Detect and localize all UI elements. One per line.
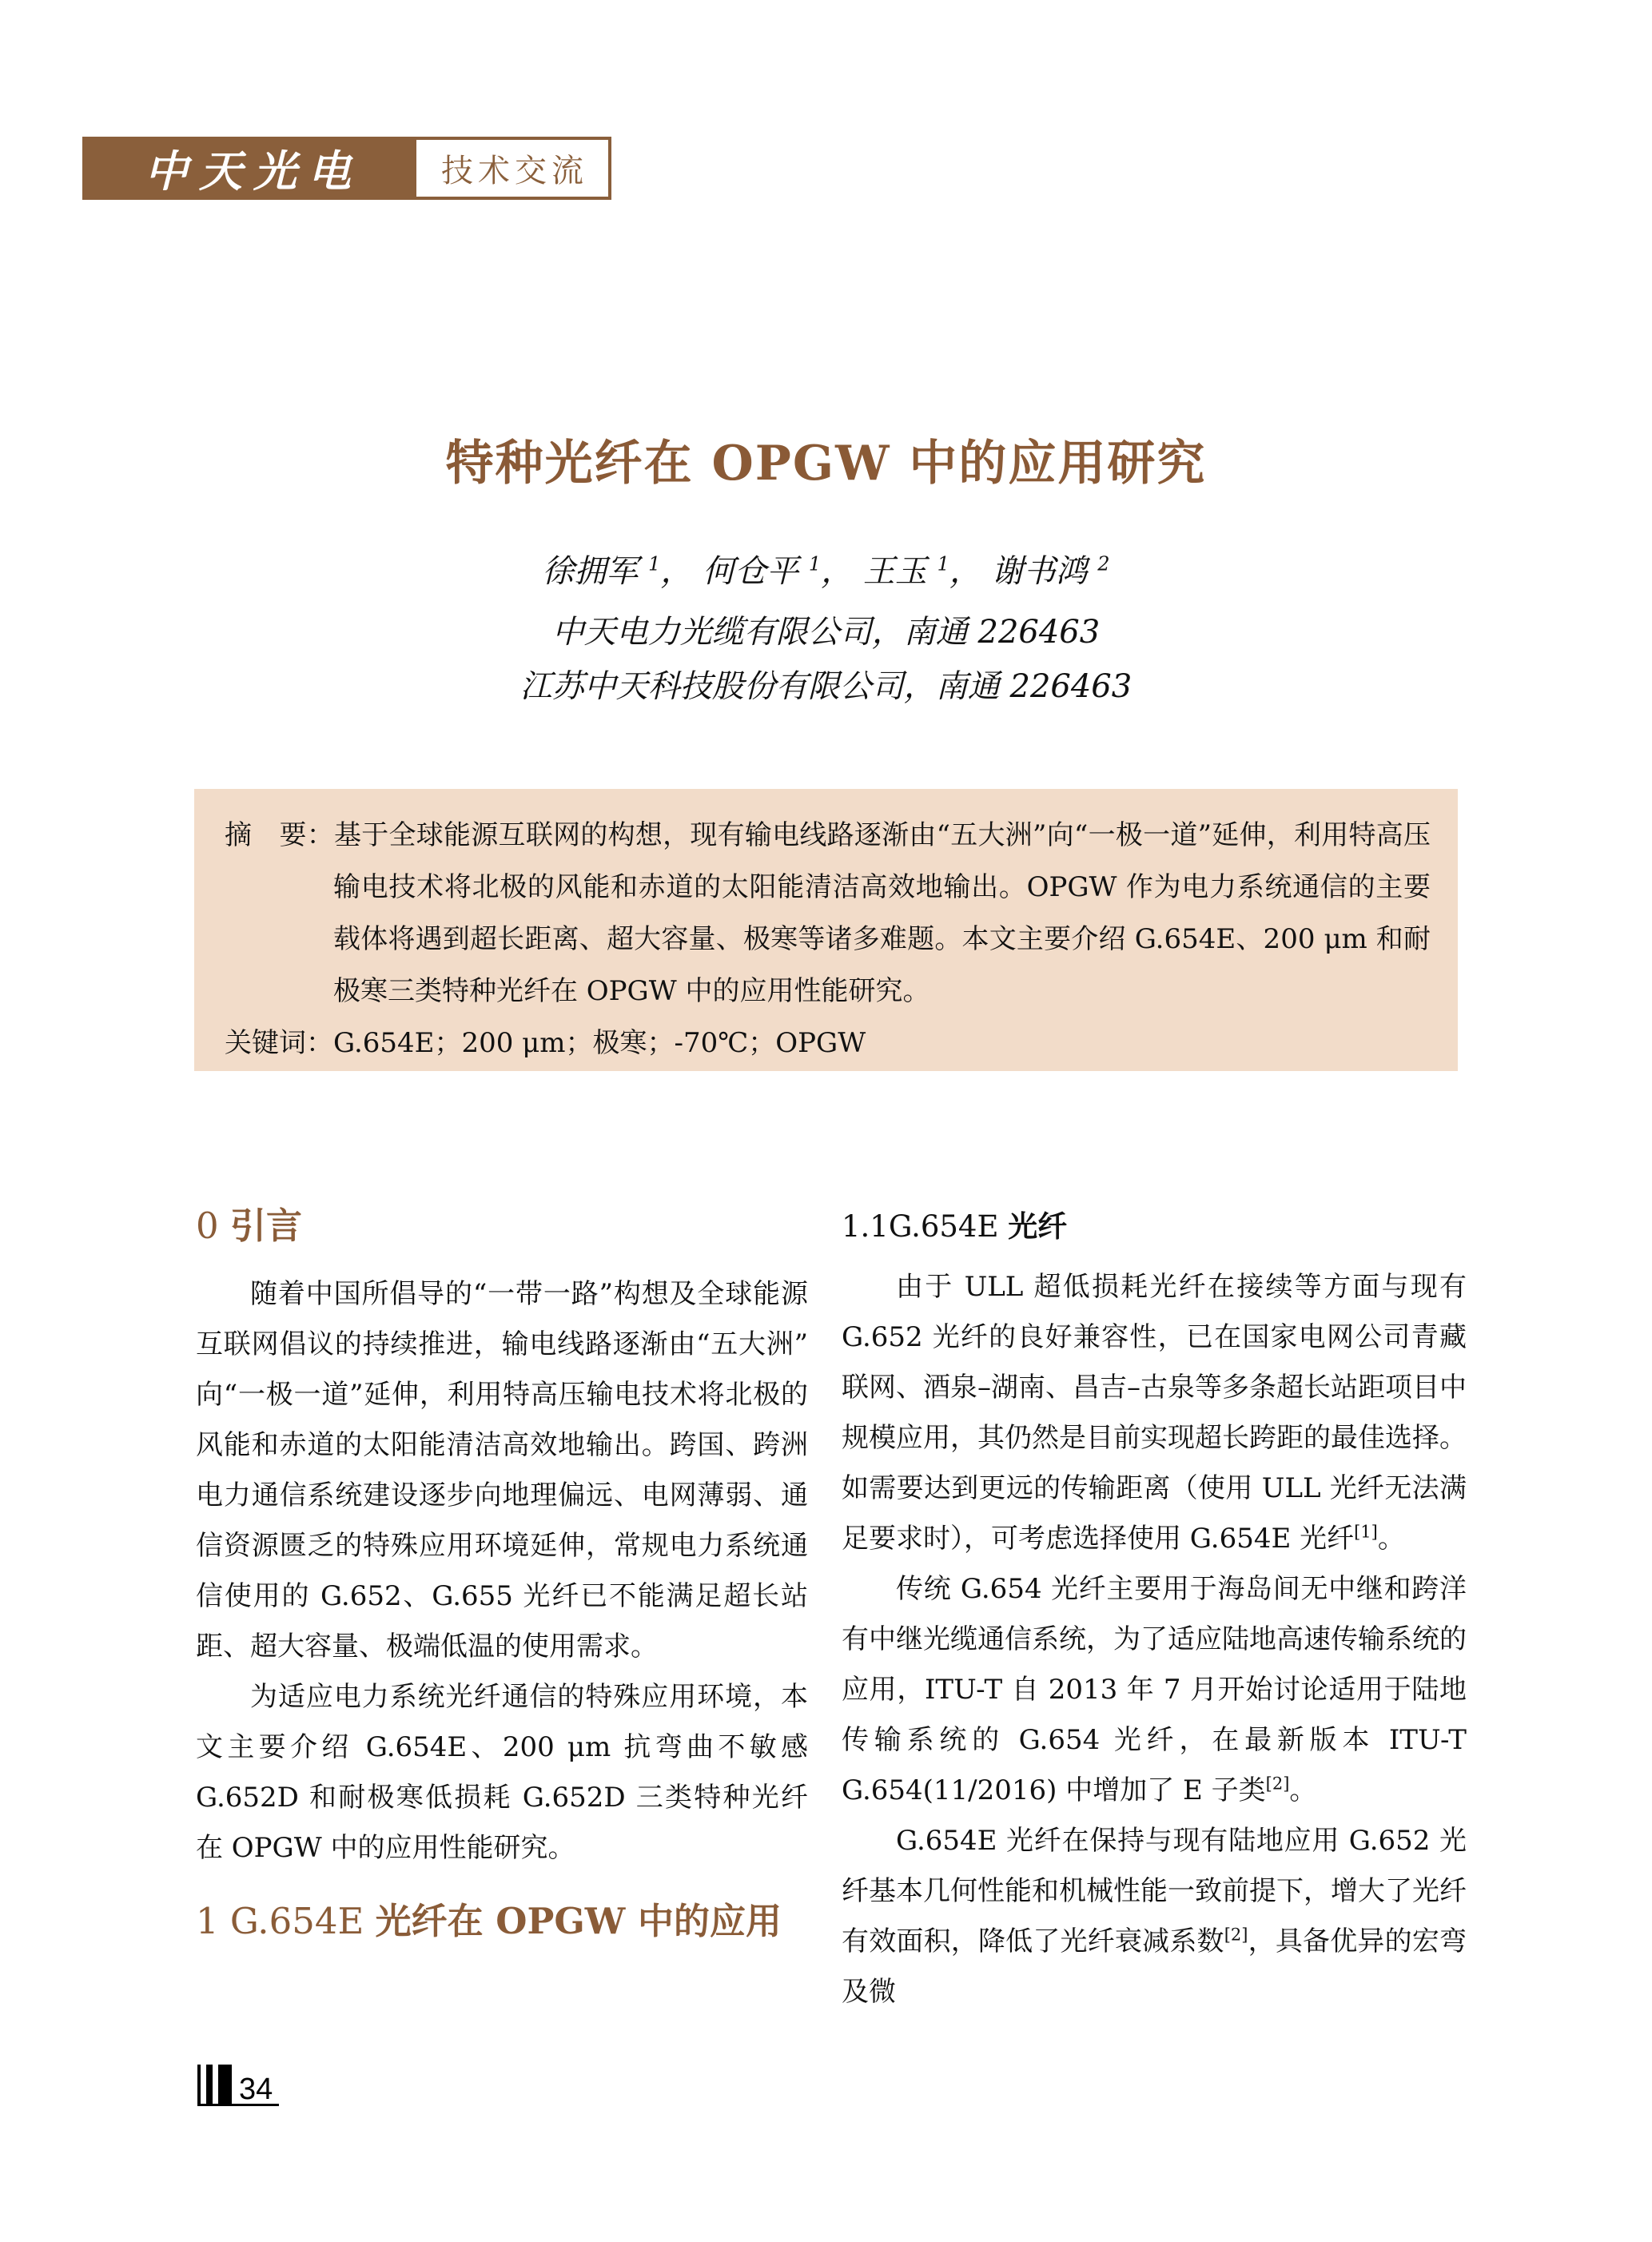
abstract-box [194,789,1458,1071]
body-paragraph: 为适应电力系统光纤通信的特殊应用环境，本文主要介绍 G.654E、200 μm 抗弯曲不敏感 G.652D 和耐极寒低损耗 G.652D 三类特种光纤在 OPGW 中的应用性能研究。 [196,1681,808,1864]
abstract-paragraph [225,810,1431,1017]
keywords-paragraph [225,1017,1431,1069]
subsection-heading: 1.1G.654E 光纤 [842,1209,1068,1244]
body-paragraph: 传统 G.654 光纤主要用于海岛间无中继和跨洋有中继光缆通信系统，为了适应陆地高速传输系统的应用，ITU-T 自 2013 年 7 月开始讨论适用于陆地传输系统的 G.654 光纤，在最新版本 ITU-T G.654(11/2016) 中增加了 E 子类[2]。 [842,1573,1467,1806]
section-tag-label: 技术交流 [441,153,588,189]
page-number-bar-icon [197,2065,201,2104]
page-number-bar-icon [206,2065,213,2104]
author: 谢书鸿 $^2$ [991,552,1110,590]
affiliation-list [0,605,1652,714]
affiliation: 江苏中天科技股份有限公司，南通 226463 [519,668,1133,705]
section-tag-box [413,137,611,200]
author: 徐拥军 $^1$ [542,552,661,590]
page-number: 34 [239,2073,273,2106]
body-paragraph: 由于 ULL 超低损耗光纤在接续等方面与现有 G.652 光纤的良好兼容性，已在国家电网公司青藏联网、酒泉–湖南、昌吉–古泉等多条超长站距项目中规模应用，其仍然是目前实现超长跨距的最佳选择。如需要达到更远的传输距离（使用 ULL 光纤无法满足要求时），可考虑选择使用 G.654E 光纤[1]。 [842,1271,1467,1555]
page-number-bar-icon [218,2065,232,2104]
author: 王玉 $^1$ [862,552,949,590]
body-column-right [842,1204,1467,2017]
brand-bar [82,137,413,200]
body-paragraph: G.654E 光纤在保持与现有陆地应用 G.652 光纤基本几何性能和机械性能一致前提下，增大了光纤有效面积，降低了光纤衰减系数[2]，具备优异的宏弯及微 [842,1825,1467,2008]
author: 何仓平 $^1$ [703,552,822,590]
section-heading: 1 G.654E 光纤在 OPGW 中的应用 [196,1900,782,1942]
keywords-label: 关键词： [225,1027,333,1059]
article-title: 特种光纤在 OPGW 中的应用研究 [445,436,1207,492]
keywords-text: G.654E；200 μm；极寒；-70℃；OPGW [333,1027,866,1059]
affiliation: 中天电力光缆有限公司，南通 226463 [551,614,1101,651]
brand-logo: 中天光电 [145,145,362,197]
abstract-label: 摘 要： [225,819,335,851]
page-number-block [197,2065,279,2106]
body-paragraph: 随着中国所倡导的“一带一路”构想及全球能源互联网倡议的持续推进，输电线路逐渐由“五大洲”向“一极一道”延伸，利用特高压输电技术将北极的风能和赤道的太阳能清洁高效地输出。跨国、跨洲电力通信系统建设逐步向地理偏远、电网薄弱、通信资源匮乏的特殊应用环境延伸，常规电力系统通信使用的 G.652、G.655 光纤已不能满足超长站距、超大容量、极端低温的使用需求。 [196,1278,808,1663]
author-list: 徐拥军 $^1$， 何仓平 $^1$， 王玉 $^1$， 谢书鸿 $^2$ [542,552,1110,590]
abstract-text: 基于全球能源互联网的构想，现有输电线路逐渐由“五大洲”向“一极一道”延伸，利用特高压输电技术将北极的风能和赤道的太阳能清洁高效地输出。OPGW 作为电力系统通信的主要载体将遇到超长距离、超大容量、极寒等诸多难题。本文主要介绍 G.654E、200 μm 和耐极寒三类特种光纤在 OPGW 中的应用性能研究。 [333,819,1431,1007]
body-column-left [196,1204,808,1944]
section-heading: 0 引言 [196,1205,302,1247]
